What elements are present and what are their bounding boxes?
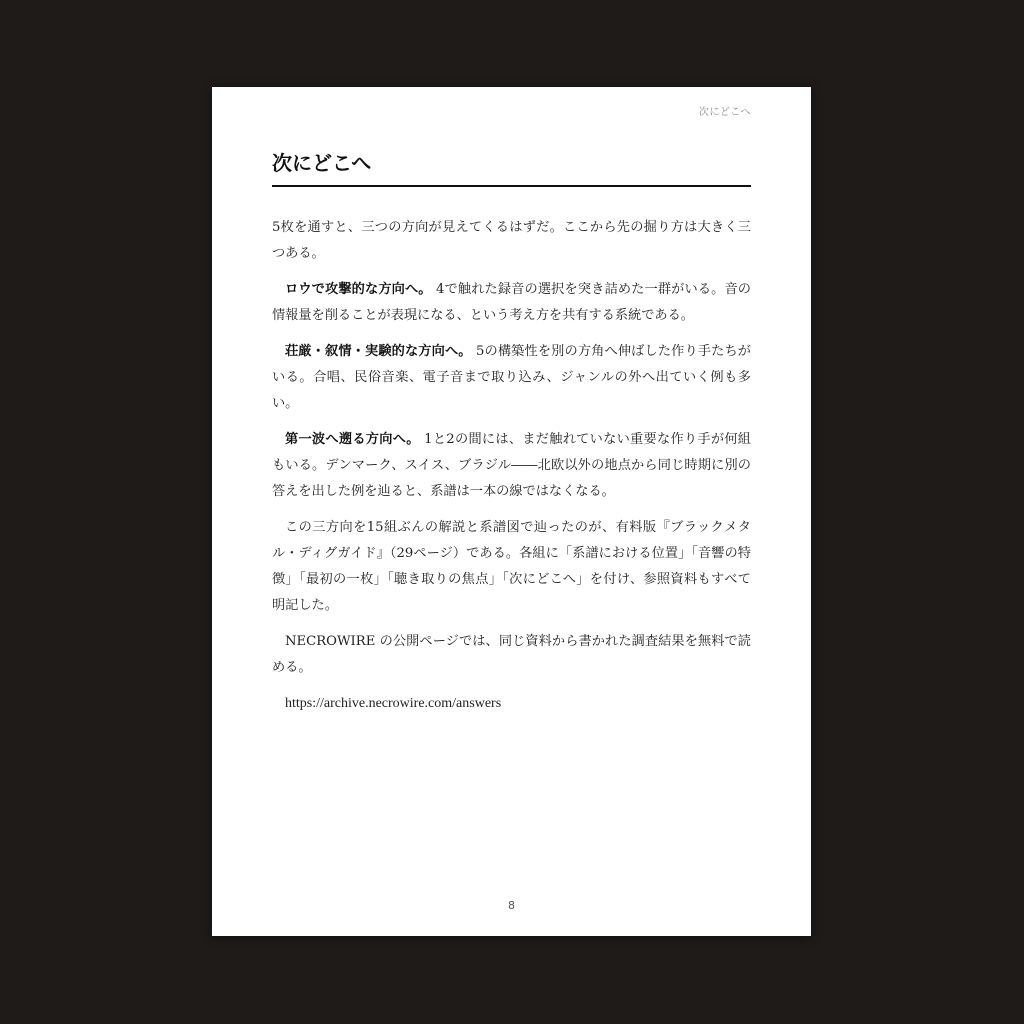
paragraph-public-page: NECROWIRE の公開ページでは、同じ資料から書かれた調査結果を無料で読める。 (272, 634, 751, 675)
paragraph-body: 4で触れた録音の選択を突き詰めた一群がいる。音の情報量を削ることが表現になる、という考え方を共有する系統である。 (272, 282, 751, 323)
paragraph-lead: 荘厳・叙情・実験的な方向へ。 (285, 344, 472, 359)
paragraph-body: 1と2の間には、まだ触れていない重要な作り手が何組もいる。デンマーク、スイス、ブラジル――北欧以外の地点から同じ時期に別の答えを出した例を辿ると、系譜は一本の線ではなくなる。 (272, 432, 751, 499)
paragraph-lead: ロウで攻撃的な方向へ。 (285, 282, 432, 297)
archive-link[interactable]: https://archive.necrowire.com/answers (285, 696, 502, 711)
paragraph-raw-direction (272, 277, 751, 329)
paragraph-intro: 5枚を通すと、三つの方向が見えてくるはずだ。ここから先の掘り方は大きく三つある。 (272, 220, 751, 261)
page-title: 次にどこへ (272, 151, 751, 187)
paragraph-epic-direction (272, 339, 751, 417)
page-number: 8 (508, 899, 515, 912)
archive-link-paragraph (272, 691, 751, 717)
document-page (212, 87, 811, 936)
body-text (272, 215, 751, 727)
paragraph-paid-guide: この三方向を15組ぶんの解説と系譜図で辿ったのが、有料版『ブラックメタル・ディグガイド』（29ページ）である。各組に「系譜における位置」「音響の特徴」「最初の一枚」「聴き取りの焦点」「次にどこへ」を付け、参照資料もすべて明記した。 (272, 520, 751, 613)
paragraph-body: 5の構築性を別の方角へ伸ばした作り手たちがいる。合唱、民俗音楽、電子音まで取り込み、ジャンルの外へ出ていく例も多い。 (272, 344, 751, 411)
paragraph-first-wave-direction (272, 427, 751, 505)
running-head: 次にどこへ (698, 107, 751, 118)
paragraph-lead: 第一波へ遡る方向へ。 (285, 432, 420, 447)
